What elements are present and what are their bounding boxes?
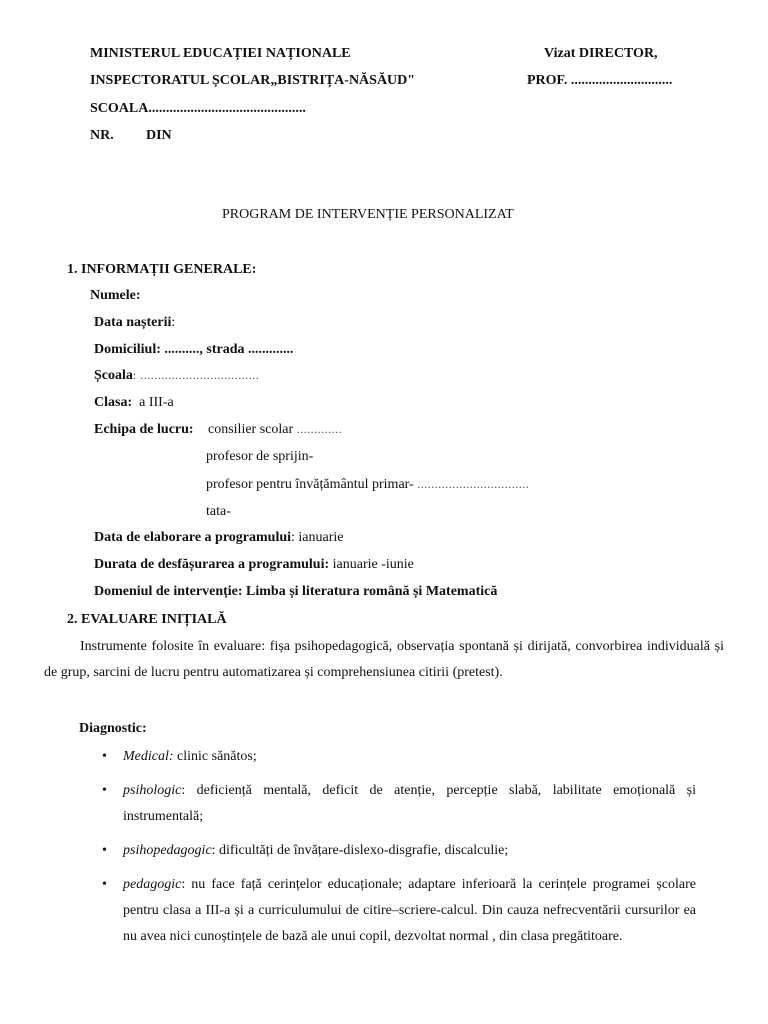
diagnostic-text: : deficiență mentală, deficit de atenție, percepție slabă, labilitate emoțională și instrumentală; bbox=[123, 783, 696, 824]
bullet-icon: • bbox=[102, 783, 107, 798]
diagnostic-term: Medical: bbox=[123, 749, 174, 764]
field-numele: Numele: bbox=[90, 288, 141, 303]
field-label: Data de elaborare a programului bbox=[94, 530, 292, 545]
list-item bbox=[102, 778, 696, 830]
document-title: PROGRAM DE INTERVENȚIE PERSONALIZAT bbox=[222, 207, 514, 222]
vizat-director: Vizat DIRECTOR, bbox=[544, 46, 658, 61]
member-text: profesor pentru învățământul primar- bbox=[206, 477, 414, 492]
field-durata bbox=[94, 558, 414, 572]
list-item bbox=[102, 872, 696, 950]
field-domiciliul: Domiciliul: .........., strada ............. bbox=[94, 342, 294, 357]
din-label: DIN bbox=[146, 128, 172, 143]
diagnostic-term: psihologic bbox=[123, 783, 182, 798]
diagnostic-label: Diagnostic: bbox=[79, 721, 147, 736]
field-value: a III-a bbox=[139, 395, 174, 410]
diagnostic-list bbox=[102, 744, 696, 958]
field-data-nasterii bbox=[94, 316, 175, 330]
inspectorate-name: INSPECTORATUL ȘCOLAR„BISTRIȚA-NĂSĂUD" bbox=[90, 73, 416, 88]
prof-line: PROF. ............................. bbox=[527, 73, 673, 88]
member-dots: ................................ bbox=[413, 477, 530, 491]
field-clasa bbox=[94, 396, 174, 410]
section-2-heading: 2. EVALUARE INIȚIALĂ bbox=[67, 612, 227, 627]
field-data-elaborare bbox=[94, 531, 344, 545]
field-domeniul bbox=[94, 585, 497, 599]
diagnostic-text: clinic sănătos; bbox=[173, 749, 257, 764]
nr-label: NR. bbox=[90, 128, 114, 143]
member-dots: ............. bbox=[293, 422, 343, 436]
field-label: Domeniul de intervenție: bbox=[94, 584, 243, 599]
list-item bbox=[102, 744, 696, 770]
field-label: Durata de desfășurarea a programului: bbox=[94, 557, 330, 572]
echipa-member-1 bbox=[208, 423, 342, 437]
field-value: ianuarie -iunie bbox=[332, 557, 414, 572]
echipa-member-3 bbox=[206, 478, 529, 492]
ministry-name: MINISTERUL EDUCAȚIEI NAȚIONALE bbox=[90, 46, 351, 61]
member-text: consilier scolar bbox=[208, 422, 294, 437]
field-value: : ianuarie bbox=[291, 530, 344, 545]
diagnostic-term: psihopedagogic bbox=[123, 843, 212, 858]
field-label: Data nașterii bbox=[94, 315, 172, 330]
diagnostic-text: : nu face față cerințelor educaționale; adaptare inferioară la cerințele programei școlare pentru clasa a III-a și a curriculumului de citire–scriere-calcul. Din cauza nefrecventării cursurilor ea nu avea nici cunoștințele de bază ale unui copil, dezvoltat normal , din clasa pregătitoare. bbox=[123, 877, 696, 944]
field-scoala bbox=[94, 369, 259, 383]
diagnostic-term: pedagogic bbox=[123, 877, 182, 892]
bullet-icon: • bbox=[102, 749, 107, 764]
field-echipa-label: Echipa de lucru: bbox=[94, 422, 194, 437]
school-line: SCOALA............................................. bbox=[90, 101, 306, 116]
evaluation-paragraph: Instrumente folosite în evaluare: fișa psihopedagogică, observația spontană și dirijată, convorbirea individuală și de grup, sarcini de lucru pentru automatizarea și comprehensiunea citirii (pretest). bbox=[44, 639, 724, 680]
bullet-icon: • bbox=[102, 843, 107, 858]
diagnostic-text: : dificultăți de învățare-dislexo-disgrafie, discalculie; bbox=[211, 843, 509, 858]
field-value: : .................................. bbox=[132, 368, 260, 382]
field-value: : bbox=[171, 315, 176, 330]
field-label: Clasa: bbox=[94, 395, 133, 410]
field-value: Limba și literatura română și Matematică bbox=[246, 584, 498, 599]
echipa-member-2: profesor de sprijin- bbox=[206, 449, 314, 464]
section-1-heading: 1. INFORMAȚII GENERALE: bbox=[67, 262, 257, 277]
bullet-icon: • bbox=[102, 877, 107, 892]
field-label: Școala bbox=[94, 368, 133, 383]
echipa-member-4: tata- bbox=[206, 504, 231, 519]
list-item bbox=[102, 838, 696, 864]
